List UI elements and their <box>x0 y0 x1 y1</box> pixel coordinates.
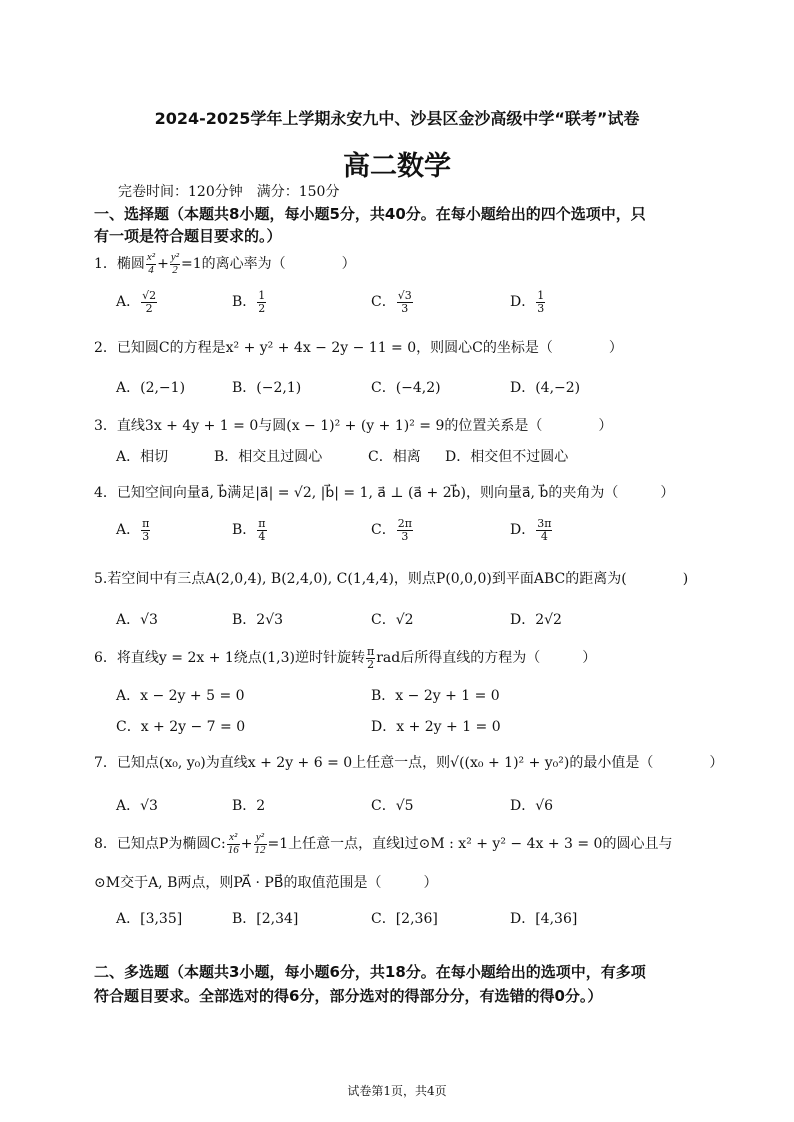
q1-eq: =1 <box>181 256 202 273</box>
q6-option-a[interactable]: A．x − 2y + 5 = 0 <box>116 688 245 704</box>
q8-option-b[interactable]: B．[2,34] <box>232 911 299 927</box>
q1-option-b[interactable]: B． $\frac{1}{2}$ <box>232 289 266 315</box>
q6-frac: $\frac{\pi}{2}$ <box>366 645 375 671</box>
q5-option-a[interactable]: A．√3 <box>116 612 158 628</box>
q3-option-a[interactable]: A．相切 <box>116 449 169 465</box>
q4-option-d[interactable]: D． $\frac{3\pi}{4}$ <box>510 517 552 543</box>
section-2-heading-cont: 符合题目要求。全部选对的得6分，部分选对的得部分分，有选错的得0分。） <box>94 987 603 1005</box>
q7-option-b[interactable]: B．2 <box>232 798 266 814</box>
q1-option-a[interactable]: A． $\frac{√2}{2}$ <box>116 289 157 315</box>
q4-c-frac: $\frac{2\pi}{3}$ <box>397 517 412 543</box>
q1-b-frac: $\frac{1}{2}$ <box>258 289 266 315</box>
question-2: 2．已知圆C的方程是x² + y² + 4x − 2y − 11 = 0，则圆心C的坐标是（ ） <box>94 340 623 356</box>
q8-frac-x: $\frac{\text{x²}}{16}$ <box>227 831 239 856</box>
question-6 <box>94 646 596 670</box>
q4-option-b[interactable]: B． $\frac{\pi}{4}$ <box>232 517 266 543</box>
q7-option-d[interactable]: D．√6 <box>510 798 554 814</box>
q6-option-d[interactable]: D．x + 2y + 1 = 0 <box>371 719 501 735</box>
q3-option-b[interactable]: B．相交且过圆心 <box>214 449 323 465</box>
q4-a-frac: $\frac{\pi}{3}$ <box>142 517 150 543</box>
q8-option-d[interactable]: D．[4,36] <box>510 911 578 927</box>
q1-option-d[interactable]: D． $\frac{1}{3}$ <box>510 289 545 315</box>
q5-option-d[interactable]: D．2√2 <box>510 612 562 628</box>
question-7: 7．已知点(x₀, y₀)为直线x + 2y + 6 = 0上任意一点，则√((x₀ + 1)² + y₀²)的最小值是（ ） <box>94 755 724 771</box>
subject-title: 高二数学 <box>343 151 451 182</box>
question-5: 5.若空间中有三点A(2,0,4), B(2,4,0), C(1,4,4)，则点P(0,0,0)到平面ABC的距离为( ) <box>94 571 689 587</box>
q1-a-frac: $\frac{√2}{2}$ <box>142 289 157 315</box>
q2-option-b[interactable]: B．(−2,1) <box>232 380 302 396</box>
q8-post: =1上任意一点，直线l过⊙M : x² + y² − 4x + 3 = 0的圆心且与 <box>267 836 673 853</box>
q4-option-a[interactable]: A． $\frac{\pi}{3}$ <box>116 517 150 543</box>
q3-option-c[interactable]: C．相离 <box>368 449 421 465</box>
q6-option-b[interactable]: B．x − 2y + 1 = 0 <box>371 688 500 704</box>
q2-option-d[interactable]: D．(4,−2) <box>510 380 581 396</box>
question-1: 1．椭圆 $\frac{\text{x²}}{4}$ + $\frac{\text{y²}}{2}$ =1的离心率为（ ） <box>94 251 356 276</box>
q1-c-frac: $\frac{√3}{3}$ <box>397 289 412 315</box>
q8-option-c[interactable]: C．[2,36] <box>371 911 438 927</box>
q4-b-frac: $\frac{\pi}{4}$ <box>258 517 266 543</box>
q1-d-frac: $\frac{1}{3}$ <box>537 289 545 315</box>
q4-option-c[interactable]: C． $\frac{2\pi}{3}$ <box>371 517 412 543</box>
exam-meta: 完卷时间：120分钟 满分：150分 <box>118 184 340 200</box>
question-4: 4．已知空间向量a⃗, b⃗满足|a⃗| = √2, |b⃗| = 1, a⃗ ⊥ (a⃗ + 2b⃗)，则向量a⃗, b⃗的夹角为（ ） <box>94 485 675 501</box>
q1-frac-y: $\frac{\text{y²}}{2}$ <box>170 251 180 276</box>
q7-option-c[interactable]: C．√5 <box>371 798 414 814</box>
question-3: 3．直线3x + 4y + 1 = 0与圆(x − 1)² + (y + 1)² = 9的位置关系是（ ） <box>94 418 613 434</box>
question-8-cont: ⊙M交于A, B两点，则PA⃗ · PB⃗的取值范围是（ ） <box>94 875 438 891</box>
q1-post: 的离心率为（ ） <box>201 256 356 273</box>
q5-option-c[interactable]: C．√2 <box>371 612 414 628</box>
q6-post: rad后所得直线的方程为（ ） <box>376 650 597 667</box>
section-1-heading-cont: 有一项是符合题目要求的。） <box>94 227 282 245</box>
q5-option-b[interactable]: B．2√3 <box>232 612 284 628</box>
q1-option-c[interactable]: C． $\frac{√3}{3}$ <box>371 289 412 315</box>
q6-pre: 6．将直线y = 2x + 1绕点(1,3)逆时针旋转 <box>94 650 365 667</box>
q1-pre: 椭圆 <box>116 256 145 273</box>
section-1-heading: 一、选择题（本题共8小题，每小题5分，共40分。在每小题给出的四个选项中，只 <box>94 205 646 223</box>
question-8: 8．已知点P为椭圆C: $\frac{\text{x²}}{16}$ + $\frac{\text{y²}}{12}$ =1上任意一点，直线l过⊙M : x² + y² − 4x + 3 = 0的圆心且与 <box>94 831 673 856</box>
q2-option-a[interactable]: A．(2,−1) <box>116 380 186 396</box>
page-footer: 试卷第1页，共4页 <box>347 1084 447 1098</box>
q1-number: 1． <box>94 256 117 273</box>
q6-option-c[interactable]: C．x + 2y − 7 = 0 <box>116 719 246 735</box>
q8-pre: 8．已知点P为椭圆C: <box>94 836 226 853</box>
section-2-heading: 二、多选题（本题共3小题，每小题6分，共18分。在每小题给出的选项中，有多项 <box>94 963 646 981</box>
q2-option-c[interactable]: C．(−4,2) <box>371 380 441 396</box>
q8-option-a[interactable]: A．[3,35] <box>116 911 183 927</box>
q7-option-a[interactable]: A．√3 <box>116 798 158 814</box>
q8-frac-y: $\frac{\text{y²}}{12}$ <box>254 831 266 856</box>
exam-title: 2024-2025学年上学期永安九中、沙县区金沙高级中学“联考”试卷 <box>154 109 640 128</box>
q4-d-frac: $\frac{3\pi}{4}$ <box>537 517 552 543</box>
q3-option-d[interactable]: D．相交但不过圆心 <box>445 449 569 465</box>
q1-frac-x: $\frac{\text{x²}}{4}$ <box>146 251 156 276</box>
